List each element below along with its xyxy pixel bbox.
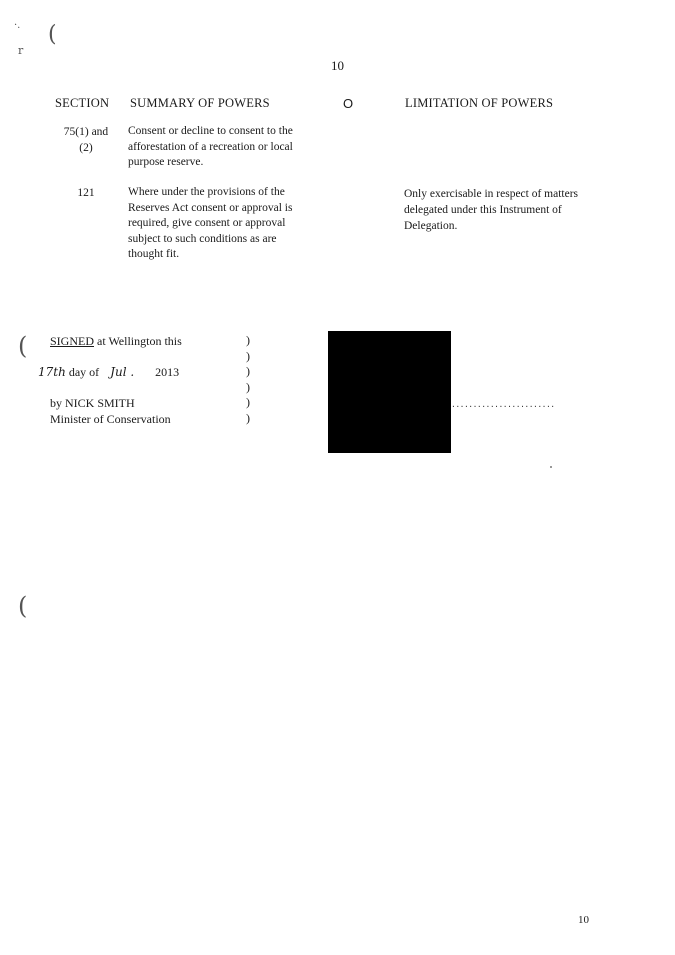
hole-punch-mark: ( <box>18 592 28 620</box>
signatory-title: Minister of Conservation <box>50 412 171 426</box>
scan-mark-bracket: ( <box>48 22 57 47</box>
page-number-bottom: 10 <box>578 914 589 926</box>
year: 2013 <box>155 365 180 379</box>
hole-punch-mark: ( <box>18 332 28 360</box>
scan-speck <box>550 466 552 468</box>
handwritten-month: Jul . <box>110 365 135 379</box>
scan-mark-tick: r <box>18 44 24 57</box>
signed-line <box>50 333 182 349</box>
row-section-number: 75(1) and (2) <box>63 126 109 154</box>
paren-column: ) ) ) ) ) ) <box>246 333 250 425</box>
header-section: SECTION <box>55 96 110 110</box>
header-limitation: LIMITATION OF POWERS <box>405 96 554 110</box>
handwritten-day: 17th <box>38 365 66 379</box>
signature-dotted-line: ........................ <box>451 400 555 409</box>
signed-word: SIGNED <box>50 334 94 348</box>
row-limitation: Only exercisable in respect of matters delegated under this Instrument of Delegation. <box>404 188 579 232</box>
redacted-signature-block <box>328 331 451 453</box>
day-of-label: day of <box>68 365 100 379</box>
header-summary: SUMMARY OF POWERS <box>130 96 270 110</box>
date-line <box>38 364 238 380</box>
signed-rest: at Wellington this <box>94 334 182 348</box>
row-section-number: 121 <box>77 187 95 199</box>
header-marker: O <box>343 96 354 111</box>
page-number-top: 10 <box>331 58 344 73</box>
row-summary: Consent or decline to consent to the afforestation of a recreation or local purpose reserve. <box>128 125 293 168</box>
scan-mark-dot: ·. <box>14 20 21 31</box>
signatory-name: by NICK SMITH <box>50 396 135 410</box>
row-summary: Where under the provisions of the Reserves Act consent or approval is required, give consent or approval subject to such conditions as are thought fit. <box>128 186 293 260</box>
